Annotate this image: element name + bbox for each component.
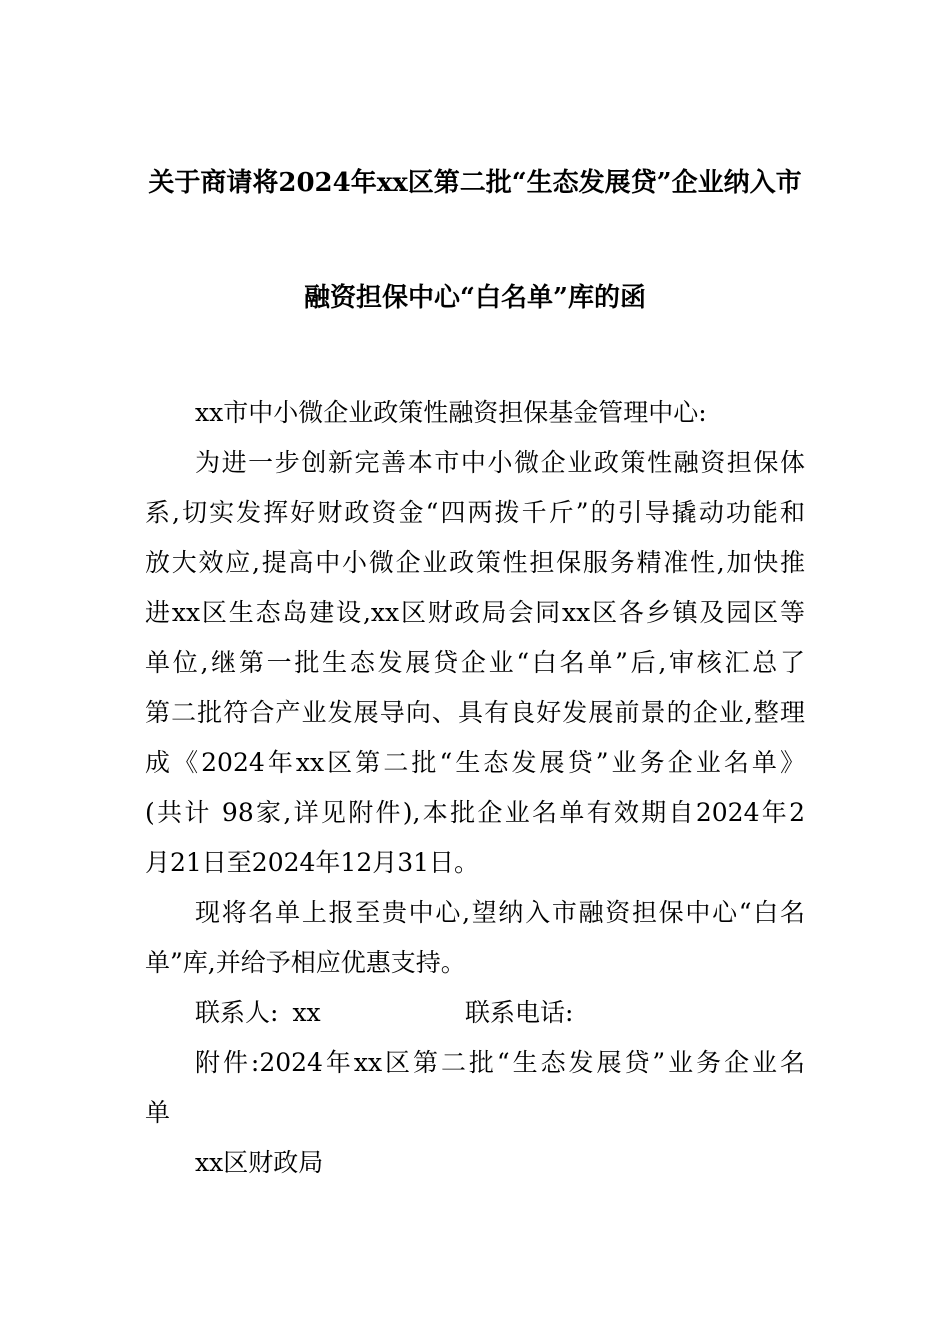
signature: xx区财政局 [195, 1148, 324, 1177]
document-title-line-1: 关于商请将2024年xx区第二批“生态发展贷”企业纳入市 [148, 168, 802, 198]
paragraph-line: 现将名单上报至贵中心,望纳入市融资担保中心“白名 [195, 898, 805, 927]
paragraph-line: 单”库,并给予相应优惠支持。 [145, 948, 466, 977]
contact-person [195, 988, 465, 1038]
paragraph-line: 第二批符合产业发展导向、具有良好发展前景的企业,整理 [145, 698, 805, 727]
paragraph-line: (共计 98家,详见附件),本批企业名单有效期自2024年2 [145, 798, 805, 827]
contact-line [145, 988, 805, 1038]
body-paragraph-2 [145, 888, 805, 988]
document-title-line-2: 融资担保中心“白名单”库的函 [304, 283, 646, 313]
body-paragraph-1 [145, 438, 805, 888]
paragraph-line: 放大效应,提高中小微企业政策性担保服务精准性,加快推 [145, 548, 805, 577]
paragraph-line: 成《2024年xx区第二批“生态发展贷”业务企业名单》 [145, 748, 805, 777]
paragraph-line: 为进一步创新完善本市中小微企业政策性融资担保体 [195, 448, 805, 477]
document-title [145, 126, 805, 356]
contact-person-value: xx [292, 998, 321, 1027]
attachment-line: 单 [145, 1098, 171, 1127]
paragraph-line: 系,切实发挥好财政资金“四两拨千斤”的引导撬动功能和 [145, 498, 805, 527]
contact-person-label: 联系人: [195, 998, 279, 1027]
attachment-line: 附件:2024年xx区第二批“生态发展贷”业务企业名 [195, 1048, 805, 1077]
attachment-note [145, 1038, 805, 1138]
document-body [145, 388, 805, 1188]
salutation: xx市中小微企业政策性融资担保基金管理中心: [195, 398, 707, 427]
paragraph-line: 单位,继第一批生态发展贷企业“白名单”后,审核汇总了 [145, 648, 805, 677]
paragraph-line: 进xx区生态岛建设,xx区财政局会同xx区各乡镇及园区等 [145, 598, 805, 627]
paragraph-line: 月21日至2024年12月31日。 [145, 848, 480, 877]
contact-phone-label: 联系电话: [465, 998, 574, 1027]
